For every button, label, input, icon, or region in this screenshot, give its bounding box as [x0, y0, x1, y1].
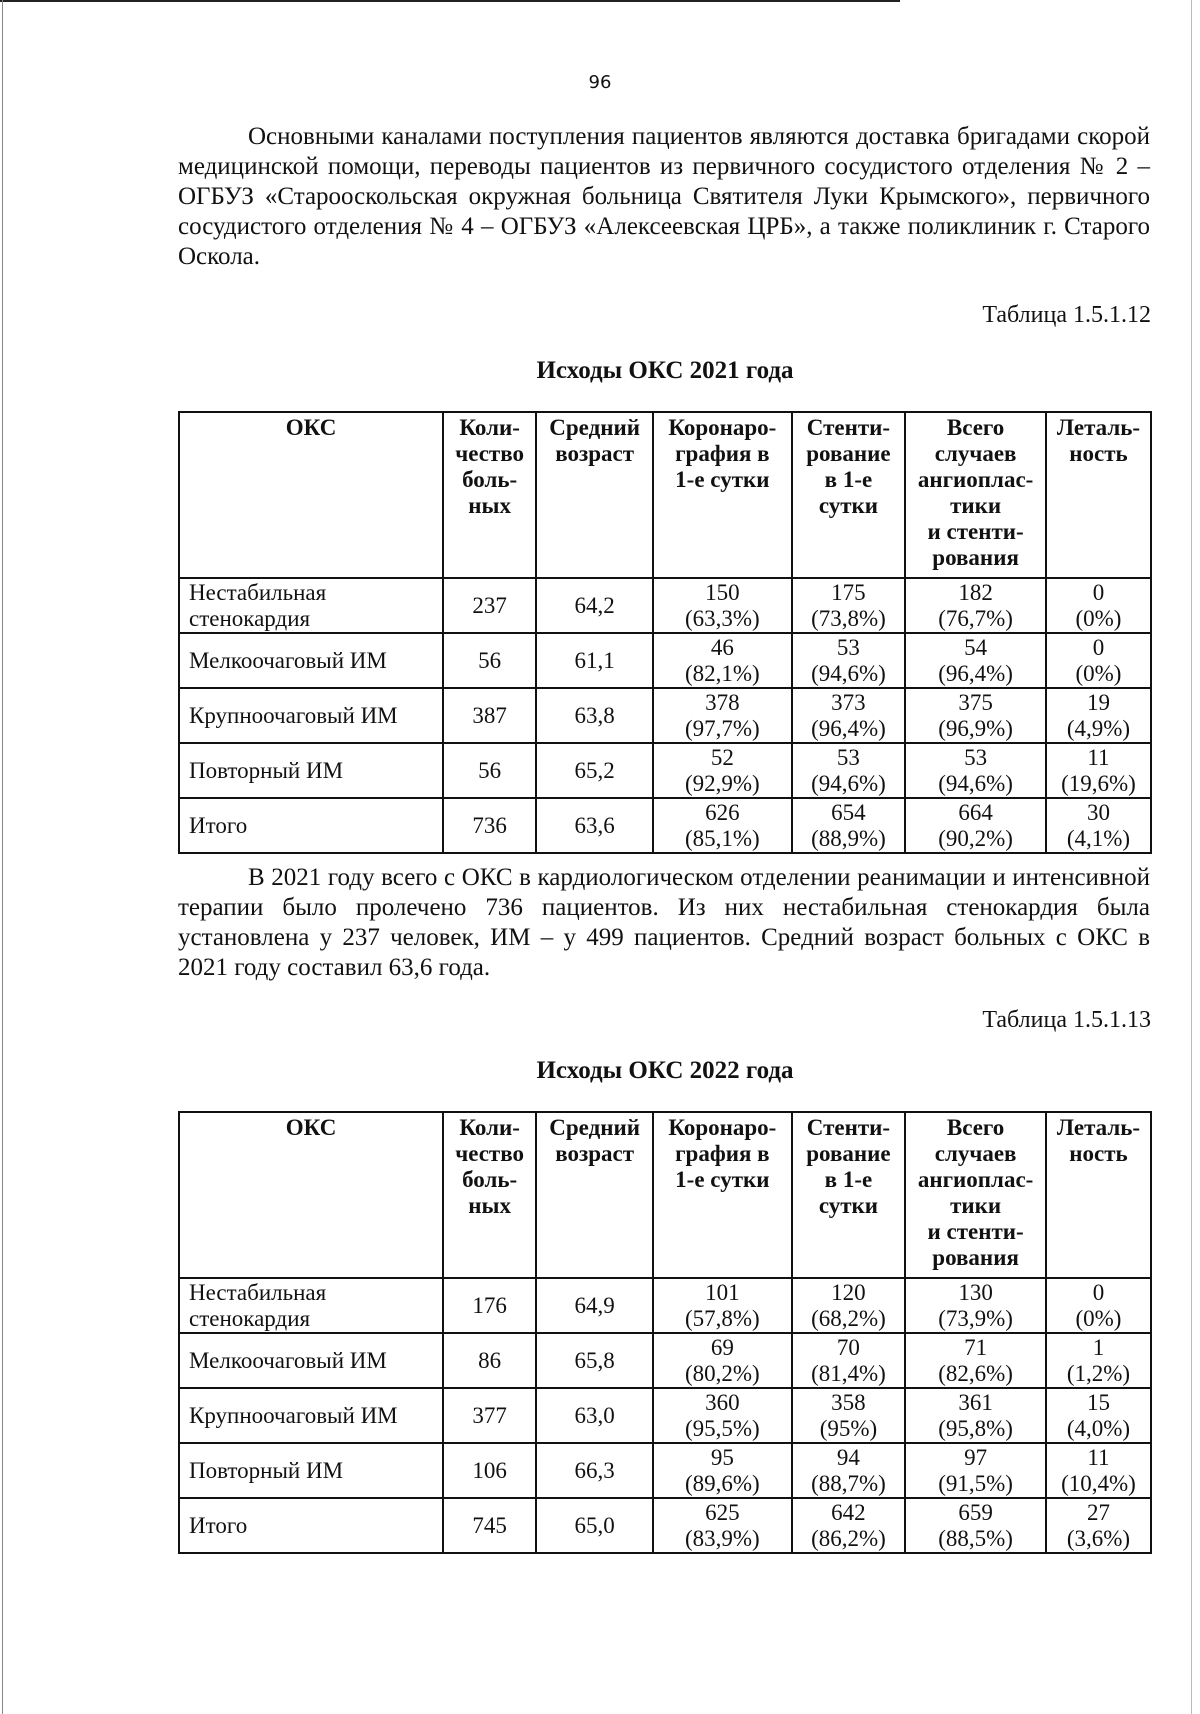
scan-edge-right	[1191, 0, 1192, 1714]
lethal-line: (4,9%)	[1066, 715, 1131, 741]
stent-line: 654	[831, 799, 866, 825]
column-header-line: боль-	[462, 467, 518, 492]
lethal-line: (4,0%)	[1066, 1415, 1131, 1441]
column-header-oks	[179, 1112, 443, 1278]
column-header-line: и стенти-	[927, 519, 1024, 544]
column-header-line: Коли-	[459, 415, 520, 440]
cell-total	[905, 1278, 1046, 1333]
cell-age: 66,3	[536, 1443, 653, 1498]
stent-line: 70	[836, 1334, 860, 1360]
table-row	[179, 798, 1151, 853]
column-header-line: случаев	[934, 1141, 1017, 1166]
stent-line: (73,8%)	[811, 605, 886, 631]
cell-diagnosis	[179, 1388, 443, 1443]
cell-stent	[792, 688, 906, 743]
cell-total	[905, 743, 1046, 798]
total-line: (95,8%)	[938, 1415, 1013, 1441]
column-header-line: Стенти-	[806, 1115, 891, 1140]
cell-lethal	[1046, 743, 1151, 798]
total-line: 182	[958, 579, 993, 605]
cell-lethal	[1046, 1333, 1151, 1388]
column-header-coronary	[653, 412, 792, 578]
column-header-line: ных	[468, 493, 511, 518]
stent-line: (94,6%)	[811, 770, 886, 796]
cell-age: 63,6	[536, 798, 653, 853]
column-header-lethal	[1046, 1112, 1151, 1278]
lethal-line: (1,2%)	[1066, 1360, 1131, 1386]
lethal-line: 0	[1092, 579, 1105, 605]
column-header-line: Всего	[946, 415, 1005, 440]
cell-stent	[792, 1333, 906, 1388]
stent-line: 175	[831, 579, 866, 605]
cell-stent	[792, 1498, 906, 1553]
cell-coronary	[653, 1278, 792, 1333]
cell-count: 736	[443, 798, 536, 853]
cell-total	[905, 1498, 1046, 1553]
table-row	[179, 1443, 1151, 1498]
total-line: (88,5%)	[938, 1525, 1013, 1551]
total-line: (96,9%)	[938, 715, 1013, 741]
coronary-line: 626	[705, 799, 740, 825]
table-row	[179, 1498, 1151, 1553]
lethal-line: (3,6%)	[1066, 1525, 1131, 1551]
cell-coronary	[653, 688, 792, 743]
cell-count: 237	[443, 578, 536, 633]
column-header-line: чество	[455, 441, 524, 466]
table-row	[179, 1333, 1151, 1388]
column-header-line: в 1-е	[824, 1167, 873, 1192]
column-header-line: возраст	[555, 1141, 635, 1166]
cell-lethal	[1046, 688, 1151, 743]
cell-stent	[792, 1278, 906, 1333]
column-header-line: тики	[950, 493, 1002, 518]
total-line: (96,4%)	[938, 660, 1013, 686]
column-header-line: тики	[950, 1193, 1002, 1218]
stent-line: (88,7%)	[811, 1470, 886, 1496]
coronary-line: (97,7%)	[684, 715, 760, 741]
lethal-line: 0	[1092, 1279, 1105, 1305]
stent-line: 53	[836, 744, 860, 770]
column-header-line: Средний	[549, 415, 640, 440]
cell-age: 64,9	[536, 1278, 653, 1333]
cell-coronary	[653, 1498, 792, 1553]
stent-line: 358	[831, 1389, 866, 1415]
summary-paragraph: В 2021 году всего с ОКС в кардиологическом отделении реанимации и интенсивной терапии было пролечено 736 пациентов. Из них нестабильная стенокардия была установлена у 237 человек, ИМ – у 499 пациентов. Средний возраст больных с ОКС в 2021 году составил 63,6 года.	[178, 864, 1150, 981]
total-line: (82,6%)	[938, 1360, 1013, 1386]
cell-total	[905, 633, 1046, 688]
column-header-line: Всего	[946, 1115, 1005, 1140]
cell-count: 86	[443, 1333, 536, 1388]
cell-coronary	[653, 1443, 792, 1498]
total-line: 71	[964, 1334, 988, 1360]
lethal-line: 11	[1087, 744, 1110, 770]
stent-line: 94	[836, 1444, 860, 1470]
coronary-line: (63,3%)	[684, 605, 760, 631]
lethal-line: (0%)	[1075, 660, 1122, 686]
lethal-line: (4,1%)	[1066, 825, 1131, 851]
cell-lethal	[1046, 1278, 1151, 1333]
total-line: (91,5%)	[938, 1470, 1013, 1496]
cell-stent	[792, 743, 906, 798]
cell-stent	[792, 1443, 906, 1498]
cell-coronary	[653, 1388, 792, 1443]
stent-line: 120	[831, 1279, 866, 1305]
cell-total	[905, 1333, 1046, 1388]
coronary-line: 150	[705, 579, 740, 605]
coronary-line: 360	[705, 1389, 740, 1415]
cell-count: 387	[443, 688, 536, 743]
lethal-line: (10,4%)	[1061, 1470, 1136, 1496]
total-line: (73,9%)	[938, 1305, 1013, 1331]
scan-edge-left	[2, 0, 3, 1714]
cell-stent	[792, 1388, 906, 1443]
cell-lethal	[1046, 1498, 1151, 1553]
cell-coronary	[653, 1333, 792, 1388]
column-header-line: ангиоплас-	[917, 1167, 1034, 1192]
cell-diagnosis	[179, 688, 443, 743]
coronary-line: (85,1%)	[684, 825, 760, 851]
column-header-age	[536, 412, 653, 578]
scan-edge-top	[0, 0, 900, 2]
lethal-line: (0%)	[1075, 605, 1122, 631]
diagnosis-line: Мелкоочаговый ИМ	[189, 1347, 387, 1373]
table-label: Таблица 1.5.1.12	[982, 302, 1151, 328]
coronary-line: (83,9%)	[684, 1525, 760, 1551]
column-header-line: Коли-	[459, 1115, 520, 1140]
diagnosis-line: Крупноочаговый ИМ	[189, 1402, 398, 1428]
total-line: 361	[958, 1389, 993, 1415]
total-line: 375	[958, 689, 993, 715]
column-header-line: рования	[932, 1245, 1019, 1270]
coronary-line: 69	[710, 1334, 734, 1360]
column-header-line: ность	[1069, 1141, 1128, 1166]
intro-paragraph: Основными каналами поступления пациентов являются доставка бригадами скорой медицинской помощи, переводы пациентов из первичного сосудистого отделения № 2 – ОГБУЗ «Старооскольская окружная больница Святителя Луки Крымского», первичного сосудистого отделения № 4 – ОГБУЗ «Алексеевская ЦРБ», а также поликлиник г. Старого Оскола.	[178, 123, 1150, 270]
table-title: Исходы ОКС 2021 года	[536, 357, 794, 384]
diagnosis-line: Нестабильная	[189, 579, 327, 605]
coronary-line: (80,2%)	[684, 1360, 760, 1386]
column-header-line: сутки	[818, 1193, 879, 1218]
cell-age: 65,8	[536, 1333, 653, 1388]
column-header-line: графия в	[675, 441, 770, 466]
table-header-row	[179, 1112, 1151, 1278]
table-row	[179, 1278, 1151, 1333]
lethal-line: 30	[1086, 799, 1110, 825]
stent-line: (86,2%)	[811, 1525, 886, 1551]
column-header-total	[905, 412, 1046, 578]
diagnosis-line: Крупноочаговый ИМ	[189, 702, 398, 728]
coronary-line: 101	[705, 1279, 740, 1305]
total-line: (94,6%)	[938, 770, 1013, 796]
column-header-line: графия в	[675, 1141, 770, 1166]
column-header-total	[905, 1112, 1046, 1278]
lethal-line: (0%)	[1075, 1305, 1122, 1331]
cell-diagnosis	[179, 1443, 443, 1498]
cell-diagnosis	[179, 633, 443, 688]
column-header-line: боль-	[462, 1167, 518, 1192]
column-header-stent	[792, 1112, 906, 1278]
outcomes-table-2022	[178, 1111, 1152, 1554]
stent-line: (68,2%)	[811, 1305, 886, 1331]
column-header-line: случаев	[934, 441, 1017, 466]
cell-coronary	[653, 798, 792, 853]
stent-line: (94,6%)	[811, 660, 886, 686]
coronary-line: (92,9%)	[684, 770, 760, 796]
column-header-line: чество	[455, 1141, 524, 1166]
cell-total	[905, 1388, 1046, 1443]
outcomes-table-2021	[178, 411, 1152, 854]
column-header-line: возраст	[555, 441, 635, 466]
column-header-count	[443, 1112, 536, 1278]
column-header-line: 1-е сутки	[675, 467, 770, 492]
coronary-line: (82,1%)	[684, 660, 760, 686]
column-header-line: рование	[806, 441, 891, 466]
column-header-line: Леталь-	[1056, 415, 1141, 440]
cell-diagnosis	[179, 1498, 443, 1553]
table-row	[179, 578, 1151, 633]
lethal-line: 15	[1086, 1389, 1110, 1415]
column-header-line: ность	[1069, 441, 1128, 466]
column-header-line: ОКС	[285, 415, 337, 440]
column-header-stent	[792, 412, 906, 578]
diagnosis-line: стенокардия	[189, 1305, 311, 1331]
lethal-line: 11	[1087, 1444, 1110, 1470]
column-header-line: Леталь-	[1056, 1115, 1141, 1140]
total-line: (76,7%)	[938, 605, 1013, 631]
stent-line: 642	[831, 1499, 866, 1525]
lethal-line: 27	[1086, 1499, 1110, 1525]
page-number: 96	[588, 72, 612, 93]
column-header-line: сутки	[818, 493, 879, 518]
column-header-line: рования	[932, 545, 1019, 570]
cell-count: 176	[443, 1278, 536, 1333]
table-row	[179, 633, 1151, 688]
table-row	[179, 1388, 1151, 1443]
cell-coronary	[653, 743, 792, 798]
table-label: Таблица 1.5.1.13	[982, 1007, 1151, 1033]
column-header-line: ангиоплас-	[917, 467, 1034, 492]
cell-total	[905, 798, 1046, 853]
cell-diagnosis	[179, 1278, 443, 1333]
cell-stent	[792, 578, 906, 633]
coronary-line: 625	[705, 1499, 740, 1525]
stent-line: (81,4%)	[811, 1360, 886, 1386]
column-header-line: ОКС	[285, 1115, 337, 1140]
cell-lethal	[1046, 798, 1151, 853]
lethal-line: 19	[1086, 689, 1110, 715]
column-header-line: Средний	[549, 1115, 640, 1140]
stent-line: 373	[831, 689, 866, 715]
column-header-line: Коронаро-	[668, 415, 777, 440]
total-line: 97	[964, 1444, 988, 1470]
column-header-line: рование	[806, 1141, 891, 1166]
diagnosis-line: стенокардия	[189, 605, 311, 631]
column-header-line: и стенти-	[927, 1219, 1024, 1244]
diagnosis-line: Нестабильная	[189, 1279, 327, 1305]
table-header-row	[179, 412, 1151, 578]
stent-line: (88,9%)	[811, 825, 886, 851]
table-title: Исходы ОКС 2022 года	[536, 1057, 794, 1084]
cell-coronary	[653, 578, 792, 633]
cell-age: 64,2	[536, 578, 653, 633]
total-line: 53	[964, 744, 988, 770]
cell-count: 377	[443, 1388, 536, 1443]
table-row	[179, 743, 1151, 798]
cell-lethal	[1046, 1388, 1151, 1443]
column-header-line: Стенти-	[806, 415, 891, 440]
diagnosis-line: Повторный ИМ	[189, 757, 344, 783]
table-row	[179, 688, 1151, 743]
diagnosis-line: Мелкоочаговый ИМ	[189, 647, 387, 673]
cell-total	[905, 578, 1046, 633]
total-line: 659	[958, 1499, 993, 1525]
cell-stent	[792, 633, 906, 688]
column-header-line: 1-е сутки	[675, 1167, 770, 1192]
coronary-line: 378	[705, 689, 740, 715]
cell-age: 63,8	[536, 688, 653, 743]
diagnosis-line: Итого	[189, 1512, 248, 1538]
total-line: 664	[958, 799, 993, 825]
total-line: 130	[958, 1279, 993, 1305]
total-line: 54	[964, 634, 988, 660]
cell-count: 56	[443, 633, 536, 688]
cell-lethal	[1046, 1443, 1151, 1498]
stent-line: 53	[836, 634, 860, 660]
column-header-line: ных	[468, 1193, 511, 1218]
lethal-line: 0	[1092, 634, 1105, 660]
stent-line: (95%)	[819, 1415, 878, 1441]
cell-age: 65,2	[536, 743, 653, 798]
cell-diagnosis	[179, 743, 443, 798]
cell-count: 106	[443, 1443, 536, 1498]
column-header-lethal	[1046, 412, 1151, 578]
cell-lethal	[1046, 578, 1151, 633]
coronary-line: 52	[710, 744, 734, 770]
cell-stent	[792, 798, 906, 853]
coronary-line: (89,6%)	[684, 1470, 760, 1496]
coronary-line: (95,5%)	[684, 1415, 760, 1441]
cell-total	[905, 688, 1046, 743]
coronary-line: (57,8%)	[684, 1305, 760, 1331]
cell-total	[905, 1443, 1046, 1498]
cell-count: 745	[443, 1498, 536, 1553]
lethal-line: (19,6%)	[1061, 770, 1136, 796]
column-header-oks	[179, 412, 443, 578]
cell-lethal	[1046, 633, 1151, 688]
cell-age: 63,0	[536, 1388, 653, 1443]
diagnosis-line: Повторный ИМ	[189, 1457, 344, 1483]
column-header-coronary	[653, 1112, 792, 1278]
cell-diagnosis	[179, 578, 443, 633]
diagnosis-line: Итого	[189, 812, 248, 838]
cell-coronary	[653, 633, 792, 688]
cell-diagnosis	[179, 798, 443, 853]
column-header-age	[536, 1112, 653, 1278]
cell-age: 61,1	[536, 633, 653, 688]
coronary-line: 95	[710, 1444, 734, 1470]
cell-count: 56	[443, 743, 536, 798]
column-header-line: в 1-е	[824, 467, 873, 492]
coronary-line: 46	[710, 634, 734, 660]
cell-age: 65,0	[536, 1498, 653, 1553]
total-line: (90,2%)	[938, 825, 1013, 851]
column-header-count	[443, 412, 536, 578]
cell-diagnosis	[179, 1333, 443, 1388]
column-header-line: Коронаро-	[668, 1115, 777, 1140]
stent-line: (96,4%)	[811, 715, 886, 741]
lethal-line: 1	[1092, 1334, 1105, 1360]
